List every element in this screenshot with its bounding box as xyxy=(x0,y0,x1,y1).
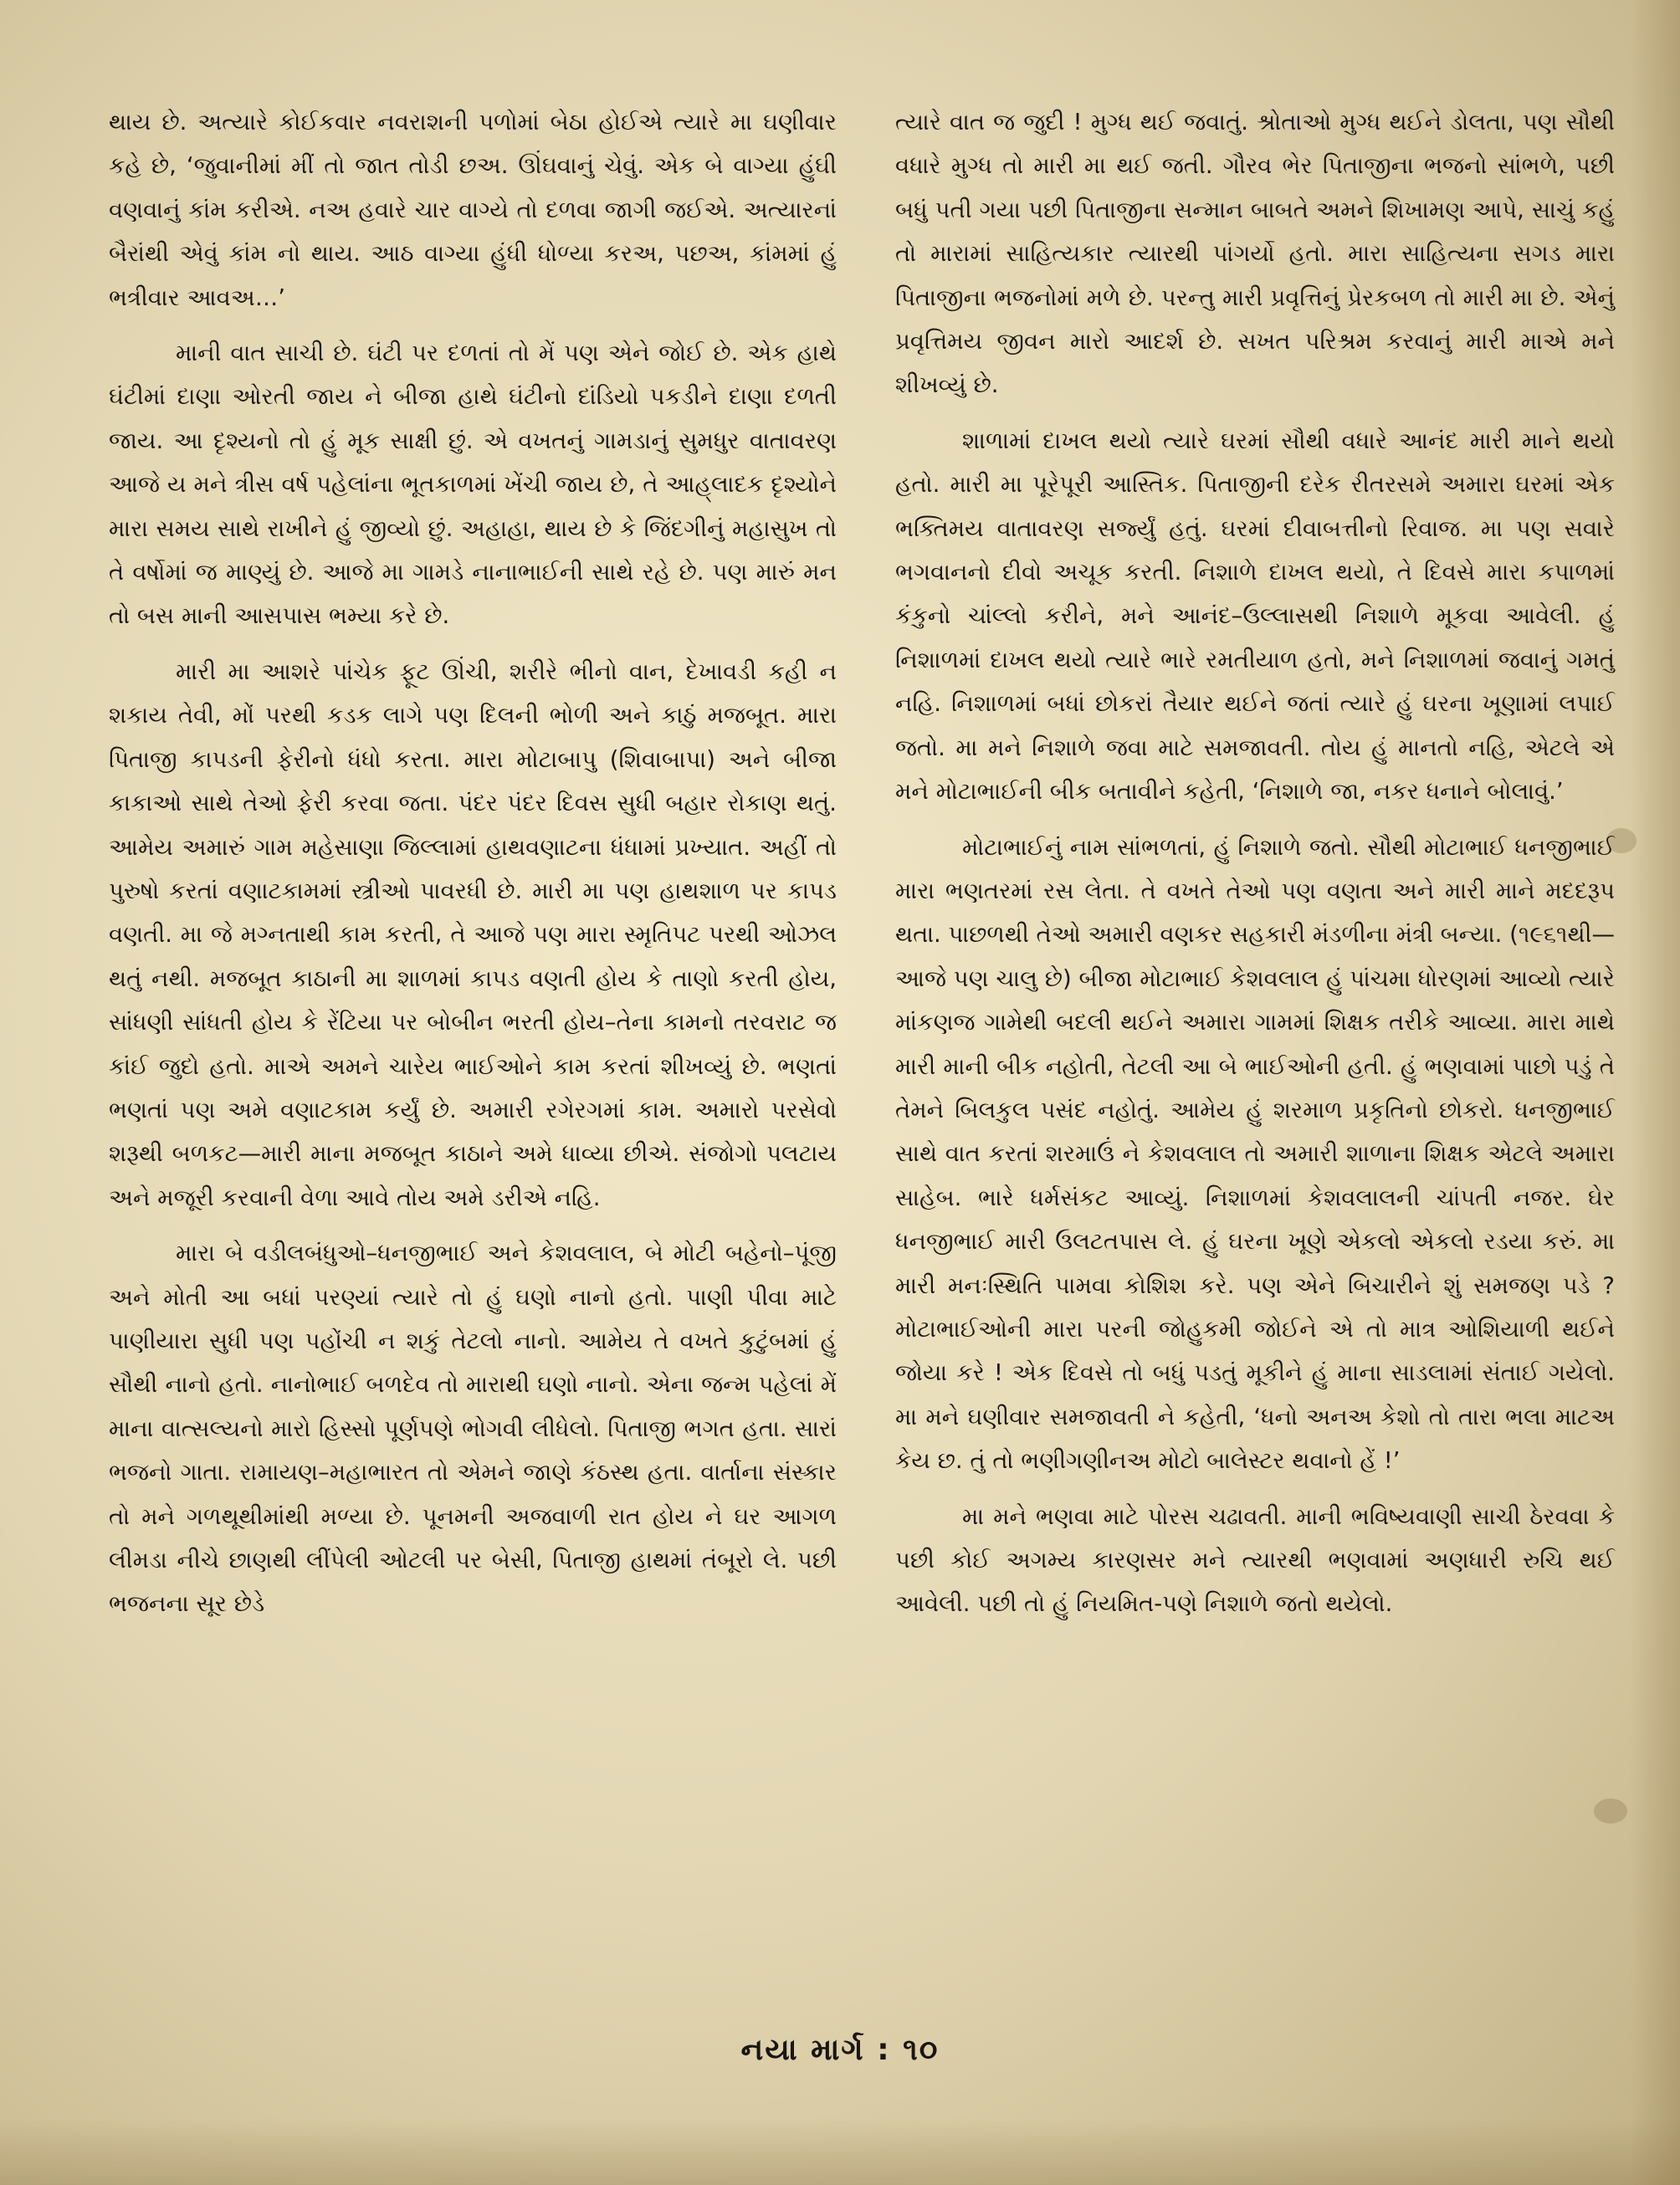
left-column xyxy=(109,100,837,1638)
page-edge-shadow xyxy=(1630,0,1680,2185)
page-footer: નયા માર્ગ : ૧૦ xyxy=(740,2033,940,2067)
paragraph: થાય છે. અત્યારે કોઈકવાર નવરાશની પળોમાં બેઠા હોઈએ ત્યારે મા ઘણીવાર કહે છે, ‘જુવાનીમાં મીં તો જાત તોડી છઅ. ઊંઘવાનું ચેવું. એક બે વાગ્યા હુંઘી વણવાનું કાંમ કરીએ. નઅ હવારે ચાર વાગ્યે તો દળવા જાગી જઈએ. અત્યારનાં બૈરાંથી એવું કાંમ નો થાય. આઠ વાગ્યા હુંધી ધોળ્યા કરઅ, પછઅ, કાંમમાં હું ભત્રીવાર આવઅ…’ xyxy=(109,109,837,311)
page-bottom-shadow xyxy=(0,2118,1680,2185)
right-column xyxy=(895,100,1615,1638)
paragraph: મારી મા આશરે પાંચેક ફૂટ ઊંચી, શરીરે ભીનો વાન, દેખાવડી કહી ન શકાય તેવી, મોં પરથી કડક લાગે પણ દિલની ભોળી અને કાઠું મજબૂત. મારા પિતાજી કાપડની ફેરીનો ધંધો કરતા. મારા મોટાબાપુ (શિવાબાપા) અને બીજા કાકાઓ સાથે તેઓ ફેરી કરવા જતા. પંદર પંદર દિવસ સુધી બહાર રોકાણ થતું. આમેય અમારું ગામ મહેસાણા જિલ્લામાં હાથવણાટના ધંધામાં પ્રખ્યાત. અહીં તો પુરુષો કરતાં વણાટકામમાં સ્ત્રીઓ પાવરધી છે. મારી મા પણ હાથશાળ પર કાપડ વણતી. મા જે મગ્નતાથી કામ કરતી, તે આજે પણ મારા સ્મૃતિપટ પરથી ઓઝલ થતું નથી. મજબૂત કાઠાની મા શાળમાં કાપડ વણતી હોય કે તાણો કરતી હોય, સાંધણી સાંધતી હોય કે રેંટિયા પર બોબીન ભરતી હોય–તેના કામનો તરવરાટ જ કાંઈ જુદો હતો. માએ અમને ચારેય ભાઈઓને કામ કરતાં શીખવ્યું છે. ભણતાં ભણતાં પણ અમે વણાટકામ કર્યું છે. અમારી રગેરગમાં કામ. અમારો પરસેવો શરૂથી બળકટ—મારી માના મજબૂત કાઠાને અમે ધાવ્યા છીએ. સંજોગો પલટાય અને મજૂરી કરવાની વેળા આવે તોય અમે ડરીએ નહિ. xyxy=(109,658,837,1211)
paragraph: મારા બે વડીલબંધુઓ–ધનજીભાઈ અને કેશવલાલ, બે મોટી બહેનો–પૂંજી અને મોતી આ બધાં પરણ્યાં ત્યારે તો હું ઘણો નાનો હતો. પાણી પીવા માટે પાણીયારા સુધી પણ પહોંચી ન શકું તેટલો નાનો. આમેય તે વખતે કુટુંબમાં હું સૌથી નાનો હતો. નાનોભાઈ બળદેવ તો મારાથી ઘણો નાનો. એના જન્મ પહેલાં મેં માના વાત્સલ્યનો મારો હિસ્સો પૂર્ણપણે ભોગવી લીધેલો. પિતાજી ભગત હતા. સારાં ભજનો ગાતા. રામાયણ–મહાભારત તો એમને જાણે કંઠસ્થ હતા. વાર્તાના સંસ્કાર તો મને ગળથૂથીમાંથી મળ્યા છે. પૂનમની અજવાળી રાત હોય ને ઘર આગળ લીમડા નીચે છાણથી લીંપેલી ઓટલી પર બેસી, પિતાજી હાથમાં તંબૂરો લે. પછી ભજનના સૂર છેડે xyxy=(109,1240,837,1618)
paragraph: ત્યારે વાત જ જુદી ! મુગ્ધ થઈ જવાતું. શ્રોતાઓ મુગ્ધ થઈને ડોલતા, પણ સૌથી વધારે મુગ્ધ તો મારી મા થઈ જતી. ગૌરવ ભેર પિતાજીના ભજનો સાંભળે, પછી બધું પતી ગયા પછી પિતાજીના સન્માન બાબતે અમને શિખામણ આપે, સાચું કહું તો મારામાં સાહિત્યકાર ત્યારથી પાંગર્યો હતો. મારા સાહિત્યના સગડ મારા પિતાજીના ભજનોમાં મળે છે. પરન્તુ મારી પ્રવૃત્તિનું પ્રેરકબળ તો મારી મા છે. એનું પ્રવૃત્તિમય જીવન મારો આદર્શ છે. સખત પરિશ્રમ કરવાનું મારી માએ મને શીખવ્યું છે. xyxy=(895,109,1615,399)
paragraph: મા મને ભણવા માટે પોરસ ચઢાવતી. માની ભવિષ્યવાણી સાચી ઠેરવવા કે પછી કોઈ અગમ્ય કારણસર મને ત્યારથી ભણવામાં અણધારી રુચિ થઈ આવેલી. પછી તો હું નિયમિત-પણે નિશાળે જતો થયેલો. xyxy=(895,1502,1615,1618)
paper-stain xyxy=(1594,1799,1627,1824)
paragraph: માની વાત સાચી છે. ઘંટી પર દળતાં તો મેં પણ એને જોઈ છે. એક હાથે ઘંટીમાં દાણા ઓરતી જાય ને બીજા હાથે ઘંટીનો દાંડિયો પકડીને દાણા દળતી જાય. આ દૃશ્યનો તો હું મૂક સાક્ષી છું. એ વખતનું ગામડાનું સુમધુર વાતાવરણ આજે ય મને ત્રીસ વર્ષ પહેલાંના ભૂતકાળમાં ખેંચી જાય છે, તે આહ્‌લાદક દૃશ્યોને મારા સમય સાથે રાખીને હું જીવ્યો છું. અહાહા, થાય છે કે જિંદગીનું મહાસુખ તો તે વર્ષોમાં જ માણ્યું છે. આજે મા ગામડે નાનાભાઈની સાથે રહે છે. પણ મારું મન તો બસ માની આસપાસ ભમ્યા કરે છે. xyxy=(109,340,837,630)
paragraph: મોટાભાઈનું નામ સાંભળતાં, હું નિશાળે જતો. સૌથી મોટાભાઈ ધનજીભાઈ મારા ભણતરમાં રસ લેતા. તે વખતે તેઓ પણ વણતા અને મારી માને મદદરૂપ થતા. પાછળથી તેઓ અમારી વણકર સહકારી મંડળીના મંત્રી બન્યા. (૧૯૬૧થી—આજે પણ ચાલુ છે) બીજા મોટાભાઈ કેશવલાલ હું પાંચમા ધોરણમાં આવ્યો ત્યારે માંકણજ ગામેથી બદલી થઈને અમારા ગામમાં શિક્ષક તરીકે આવ્યા. મારા માથે મારી માની બીક નહોતી, તેટલી આ બે ભાઈઓની હતી. હું ભણવામાં પાછો પડું તે તેમને બિલકુલ પસંદ નહોતું. આમેય હું શરમાળ પ્રકૃતિનો છોકરો. ધનજીભાઈ સાથે વાત કરતાં શરમાઉં ને કેશવલાલ તો અમારી શાળાના શિક્ષક એટલે અમારા સાહેબ. ભારે ધર્મસંકટ આવ્યું. નિશાળમાં કેશવલાલની ચાંપતી નજર. ઘેર ધનજીભાઈ મારી ઉલટતપાસ લે. હું ઘરના ખૂણે એકલો એકલો રડયા કરું. મા મારી મનઃસ્થિતિ પામવા કોશિશ કરે. પણ એને બિચારીને શું સમજણ પડે ? મોટાભાઈઓની મારા પરની જોહુકમી જોઈને એ તો માત્ર ઓશિયાળી થઈને જોયા કરે ! એક દિવસે તો બધું પડતું મૂકીને હું માના સાડલામાં સંતાઈ ગયેલો. મા મને ઘણીવાર સમજાવતી ને કહેતી, ‘ધનો અનઅ કેશો તો તારા ભલા માટઅ કેય છ. તું તો ભણીગણીનઅ મોટો બાલેસ્ટર થવાનો હેં !’ xyxy=(895,833,1615,1475)
paragraph: શાળામાં દાખલ થયો ત્યારે ઘરમાં સૌથી વધારે આનંદ મારી માને થયો હતો. મારી મા પૂરેપૂરી આસ્તિક. પિતાજીની દરેક રીતરસમે અમારા ઘરમાં એક ભક્તિમય વાતાવરણ સર્જ્યું હતું. ઘરમાં દીવાબત્તીનો રિવાજ. મા પણ સવારે ભગવાનનો દીવો અચૂક કરતી. નિશાળે દાખલ થયો, તે દિવસે મારા કપાળમાં કંકુનો ચાંલ્લો કરીને, મને આનંદ–ઉલ્લાસથી નિશાળે મૂકવા આવેલી. હું નિશાળમાં દાખલ થયો ત્યારે ભારે રમતીયાળ હતો, મને નિશાળમાં જવાનું ગમતું નહિ. નિશાળમાં બધાં છોકરાં તૈયાર થઈને જતાં ત્યારે હું ઘરના ખૂણામાં લપાઈ જતો. મા મને નિશાળે જવા માટે સમજાવતી. તોય હું માનતો નહિ, એટલે એ મને મોટાભાઈની બીક બતાવીને કહેતી, ‘નિશાળે જા, નકર ધનાને બોલાવું.’ xyxy=(895,427,1615,806)
